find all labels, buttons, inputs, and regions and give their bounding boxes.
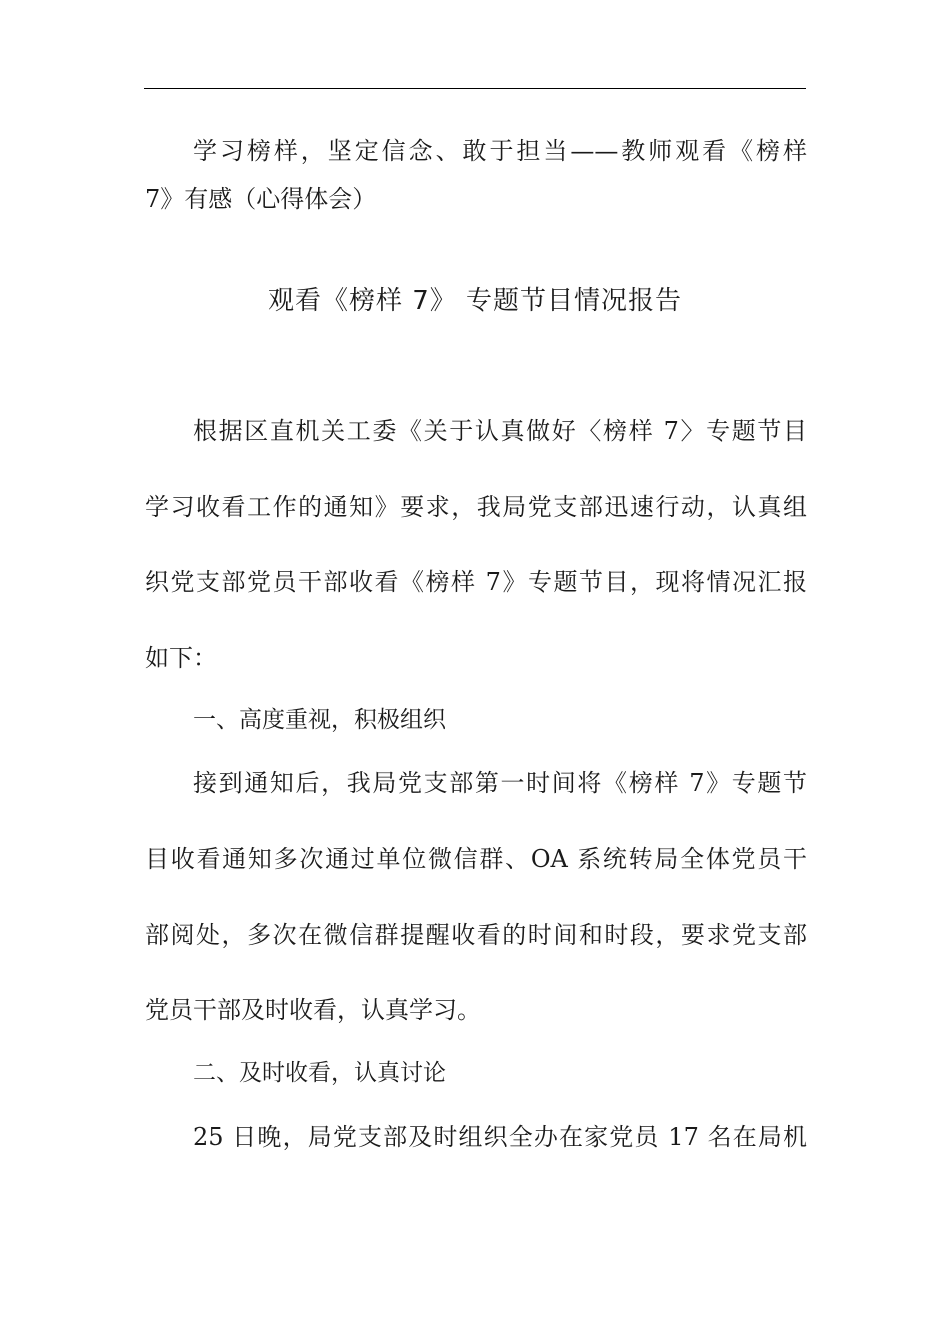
paragraph1-line-2: 学习收看工作的通知》要求，我局党支部迅速行动，认真组 (145, 493, 807, 521)
report-title: 观看《榜样 7》 专题节目情况报告 (267, 286, 683, 316)
paragraph2-line-2: 目收看通知多次通过单位微信群、OA 系统转局全体党员干 (145, 845, 807, 873)
paragraph3-line-1: 25 日晚，局党支部及时组织全办在家党员 17 名在局机 (193, 1123, 807, 1151)
paragraph2-line-1: 接到通知后，我局党支部第一时间将《榜样 7》专题节 (193, 769, 807, 797)
paragraph2-line-4: 党员干部及时收看，认真学习。 (145, 996, 481, 1024)
section-heading-2: 二、及时收看，认真讨论 (193, 1060, 446, 1086)
paragraph2-line-3: 部阅处，多次在微信群提醒收看的时间和时段，要求党支部 (145, 921, 807, 949)
header-rule (144, 88, 806, 89)
paragraph1-line-4: 如下： (145, 644, 217, 672)
section-heading-1: 一、高度重视，积极组织 (193, 707, 446, 733)
subtitle-line-2: 7》有感（心得体会） (145, 185, 377, 213)
subtitle-line-1: 学习榜样，坚定信念、敢于担当——教师观看《榜样 (193, 137, 807, 165)
paragraph1-line-3: 织党支部党员干部收看《榜样 7》专题节目，现将情况汇报 (145, 568, 807, 596)
paragraph1-line-1: 根据区直机关工委《关于认真做好〈榜样 7〉专题节目 (193, 417, 807, 445)
